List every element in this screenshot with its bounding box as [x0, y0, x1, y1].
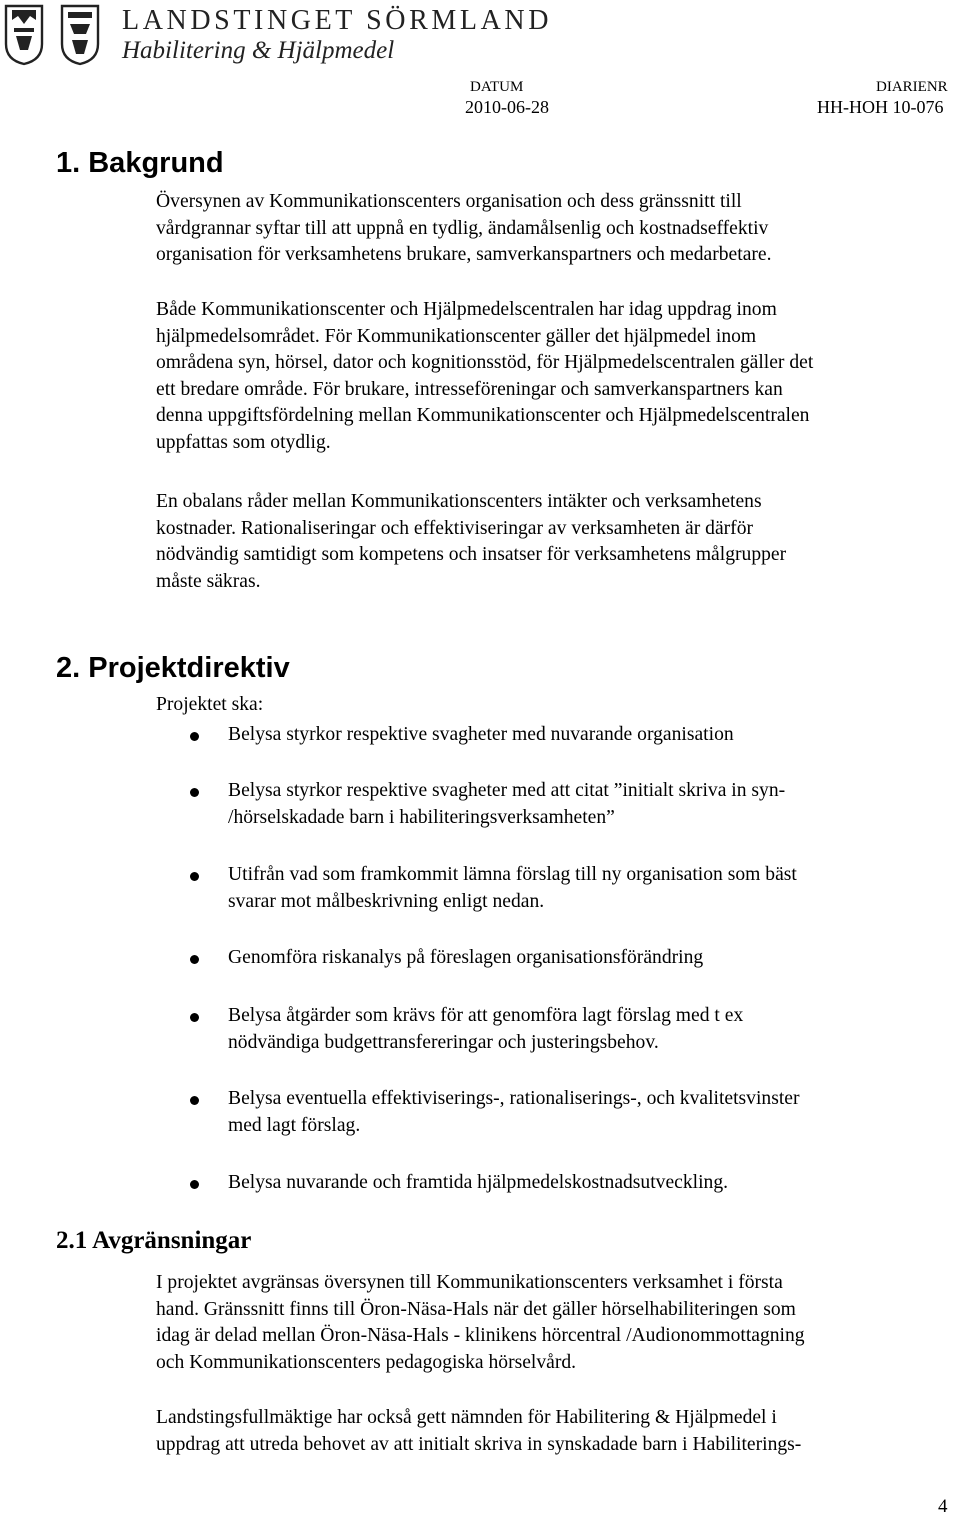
bullet-item — [228, 1086, 948, 1139]
text-line: Genomföra riskanalys på föreslagen organisationsförändring — [228, 947, 704, 968]
paragraph-bakgrund-2 — [156, 297, 956, 457]
text-line: I projektet avgränsas översynen till Kommunikationscenters verksamhet i första — [156, 1272, 783, 1293]
text-line: Belysa styrkor respektive svagheter med att citat ”initialt skriva in syn- — [228, 780, 786, 801]
bullet-item — [228, 1003, 948, 1056]
section-heading-projektdirektiv: 2. Projektdirektiv — [56, 652, 290, 684]
text-line: svarar mot målbeskrivning enligt nedan. — [228, 890, 545, 912]
text-line: idag är delad mellan Öron-Näsa-Hals - klinikens hörcentral /Audionommottagning — [156, 1325, 805, 1347]
text-line: måste säkras. — [156, 570, 261, 592]
organization-name: LANDSTINGET SÖRMLAND — [122, 5, 553, 36]
bullet-item — [228, 945, 948, 972]
text-line: vårdgrannar syftar till att uppnå en tydlig, ändamålsenlig och kostnadseffektiv — [156, 217, 769, 239]
text-line: Översynen av Kommunikationscenters organisation och dess gränssnitt till — [156, 191, 742, 212]
bullet-point-icon — [190, 872, 199, 881]
bullet-point-icon — [190, 1013, 199, 1022]
bullet-point-icon — [190, 788, 199, 797]
paragraph-avgransningar-2 — [156, 1405, 956, 1458]
text-line: hand. Gränssnitt finns till Öron-Näsa-Hals när det gäller hörselhabiliteringen som — [156, 1298, 796, 1320]
text-line: Både Kommunikationscenter och Hjälpmedelscentralen har idag uppdrag inom — [156, 299, 777, 320]
text-line: denna uppgiftsfördelning mellan Kommunikationscenter och Hjälpmedelscentralen — [156, 405, 810, 427]
bullet-point-icon — [190, 1096, 199, 1105]
paragraph-bakgrund-1 — [156, 189, 956, 269]
text-line: kostnader. Rationaliseringar och effektiviseringar av verksamheten är därför — [156, 517, 754, 539]
text-line: uppfattas som otydlig. — [156, 431, 331, 453]
text-line: Utifrån vad som framkommit lämna förslag till ny organisation som bäst — [228, 864, 797, 885]
diarienr-value: HH-HOH 10-076 — [817, 97, 944, 117]
projektdirektiv-intro — [156, 692, 956, 719]
section-heading-bakgrund: 1. Bakgrund — [56, 147, 224, 179]
bullet-item — [228, 1170, 948, 1197]
datum-label: DATUM — [470, 79, 524, 95]
page-number: 4 — [938, 1496, 948, 1517]
text-line: och Kommunikationscenters pedagogiska hörselvård. — [156, 1351, 577, 1373]
text-line: Belysa eventuella effektiviserings-, rationaliserings-, och kvalitetsvinster — [228, 1088, 800, 1109]
text-line: ett bredare område. För brukare, intresseföreningar och samverkanspartners kan — [156, 378, 783, 400]
text-line: områdena syn, hörsel, dator och kognitionsstöd, för Hjälpmedelscentralen gäller det — [156, 352, 814, 374]
text-line: Belysa styrkor respektive svagheter med nuvarande organisation — [228, 724, 734, 745]
diarienr-label: DIARIENR — [876, 79, 948, 95]
bullet-point-icon — [190, 732, 199, 741]
text-line: med lagt förslag. — [228, 1114, 361, 1136]
text-line: nödvändiga budgettransfereringar och justeringsbehov. — [228, 1031, 659, 1053]
bullet-item — [228, 778, 948, 831]
paragraph-bakgrund-3 — [156, 489, 956, 595]
text-line: /hörselskadade barn i habiliteringsverksamheten” — [228, 806, 615, 828]
text-line: Belysa nuvarande och framtida hjälpmedelskostnadsutveckling. — [228, 1172, 729, 1193]
bullet-item — [228, 722, 948, 749]
organization-subtitle: Habilitering & Hjälpmedel — [122, 37, 395, 64]
landstinget-sormland-logo-icon — [0, 0, 110, 68]
bullet-point-icon — [190, 1180, 199, 1189]
datum-value: 2010-06-28 — [465, 97, 549, 117]
bullet-point-icon — [190, 955, 199, 964]
text-line: hjälpmedelsområdet. För Kommunikationscenter gäller det hjälpmedel inom — [156, 325, 757, 347]
text-line: nödvändig samtidigt som kompetens och insatser för verksamhetens målgrupper — [156, 544, 787, 566]
text-line: En obalans råder mellan Kommunikationscenters intäkter och verksamhetens — [156, 491, 762, 512]
text-line: Landstingsfullmäktige har också gett nämnden för Habilitering & Hjälpmedel i — [156, 1407, 777, 1428]
text-line: organisation för verksamhetens brukare, samverkanspartners och medarbetare. — [156, 244, 772, 266]
bullet-item — [228, 862, 948, 915]
text-line: uppdrag att utreda behovet av att initialt skriva in synskadade barn i Habiliterings- — [156, 1433, 802, 1455]
paragraph-avgransningar-1 — [156, 1270, 956, 1376]
text-line: Belysa åtgärder som krävs för att genomföra lagt förslag med t ex — [228, 1005, 744, 1026]
text-line: Projektet ska: — [156, 694, 264, 715]
section-heading-avgransningar: 2.1 Avgränsningar — [56, 1227, 252, 1254]
